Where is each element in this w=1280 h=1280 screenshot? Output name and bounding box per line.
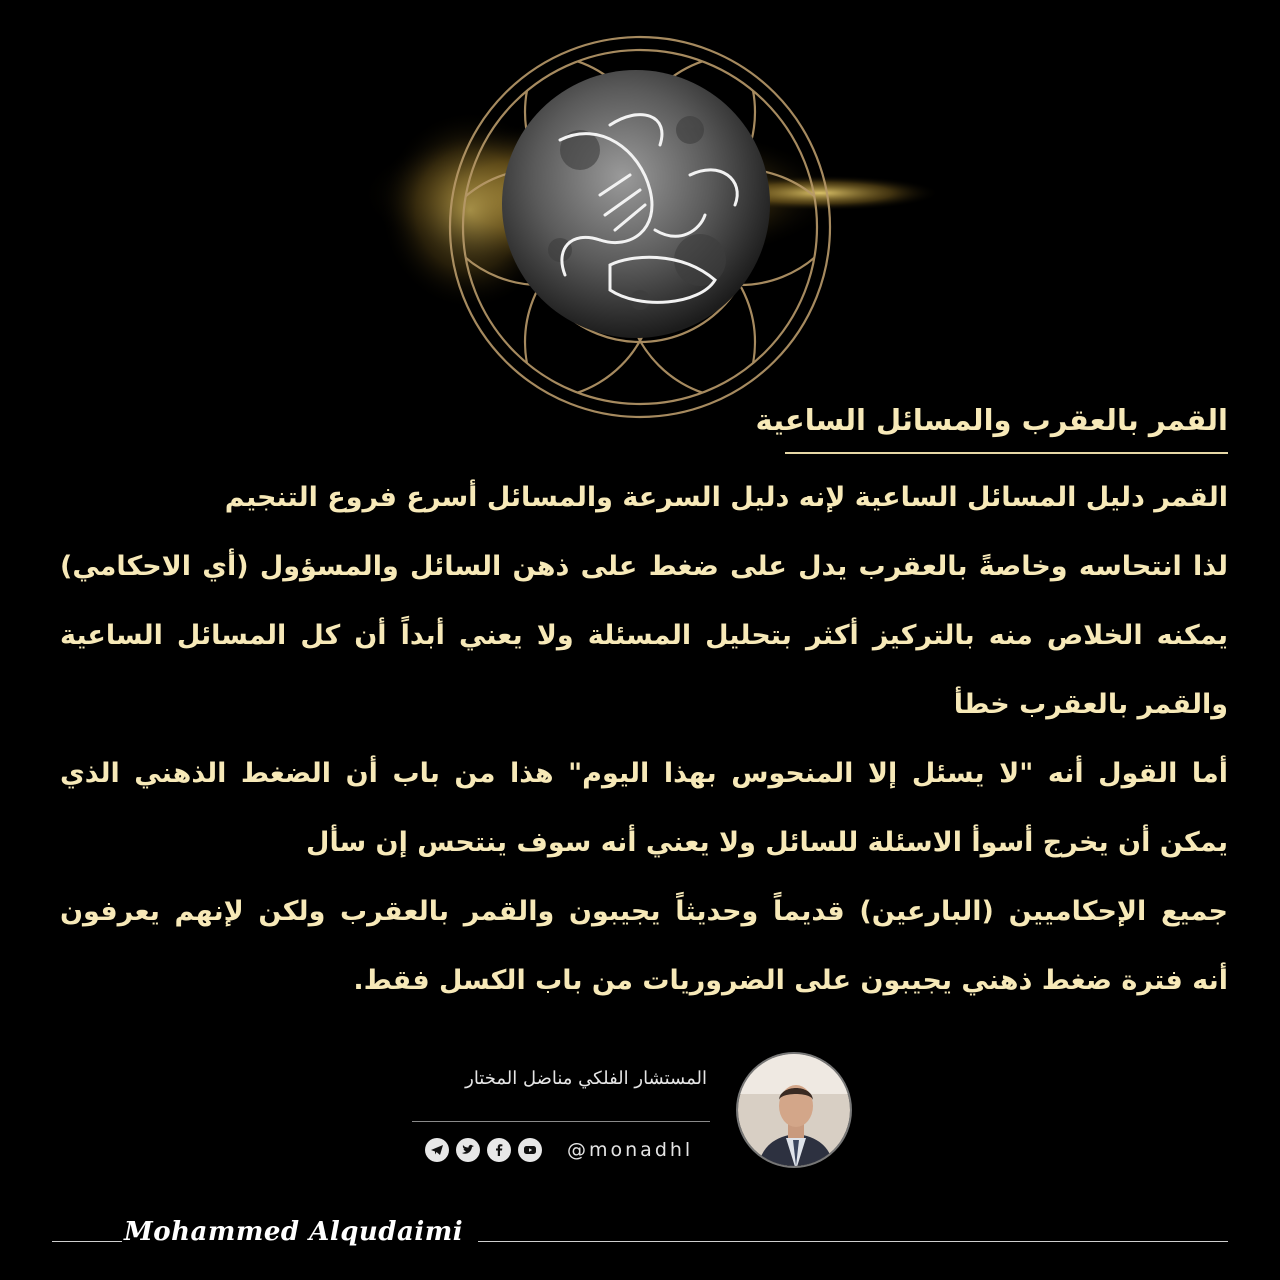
body-line: يمكن أن يخرج أسوأ الاسئلة للسائل ولا يعني أنه سوف ينتحس إن سأل (306, 827, 1228, 858)
signature-rule-right (478, 1241, 1228, 1242)
post-title: القمر بالعقرب والمسائل الساعية (755, 403, 1228, 437)
signature-rule-left (52, 1241, 122, 1242)
facebook-icon[interactable] (487, 1138, 511, 1162)
body-line: القمر دليل المسائل الساعية لإنه دليل السرعة والمسائل أسرع فروع التنجيم (224, 482, 1228, 513)
signature: Mohammed Alqudaimi (124, 1217, 464, 1247)
social-links (425, 1138, 693, 1162)
body-line: أما القول أنه "لا يسئل إلا المنحوس بهذا اليوم" هذا من باب أن الضغط الذهني الذي (60, 758, 1228, 789)
post-body (60, 470, 1228, 1022)
body-line: يمكنه الخلاص منه بالتركيز أكثر بتحليل المسئلة ولا يعني أبداً أن كل المسائل الساعية (60, 620, 1228, 651)
author-divider (412, 1121, 710, 1122)
youtube-icon[interactable] (518, 1138, 542, 1162)
body-line: لذا انتحاسه وخاصةً بالعقرب يدل على ضغط على ذهن السائل والمسؤول (أي الاحكامي) (60, 551, 1228, 582)
telegram-icon[interactable] (425, 1138, 449, 1162)
moon-scorpio-illustration (0, 0, 1280, 420)
author-name: المستشار الفلكي مناضل المختار (465, 1068, 707, 1089)
social-handle[interactable]: @monadhl (567, 1139, 694, 1161)
body-line: جميع الإحكاميين (البارعين) قديماً وحديثاً يجيبون والقمر بالعقرب ولكن لإنهم يعرفون (60, 896, 1228, 927)
body-line: أنه فترة ضغط ذهني يجيبون على الضروريات من باب الكسل فقط. (353, 965, 1228, 996)
twitter-icon[interactable] (456, 1138, 480, 1162)
title-underline (785, 452, 1228, 454)
body-line: والقمر بالعقرب خطأ (953, 689, 1228, 720)
author-avatar (736, 1052, 852, 1168)
